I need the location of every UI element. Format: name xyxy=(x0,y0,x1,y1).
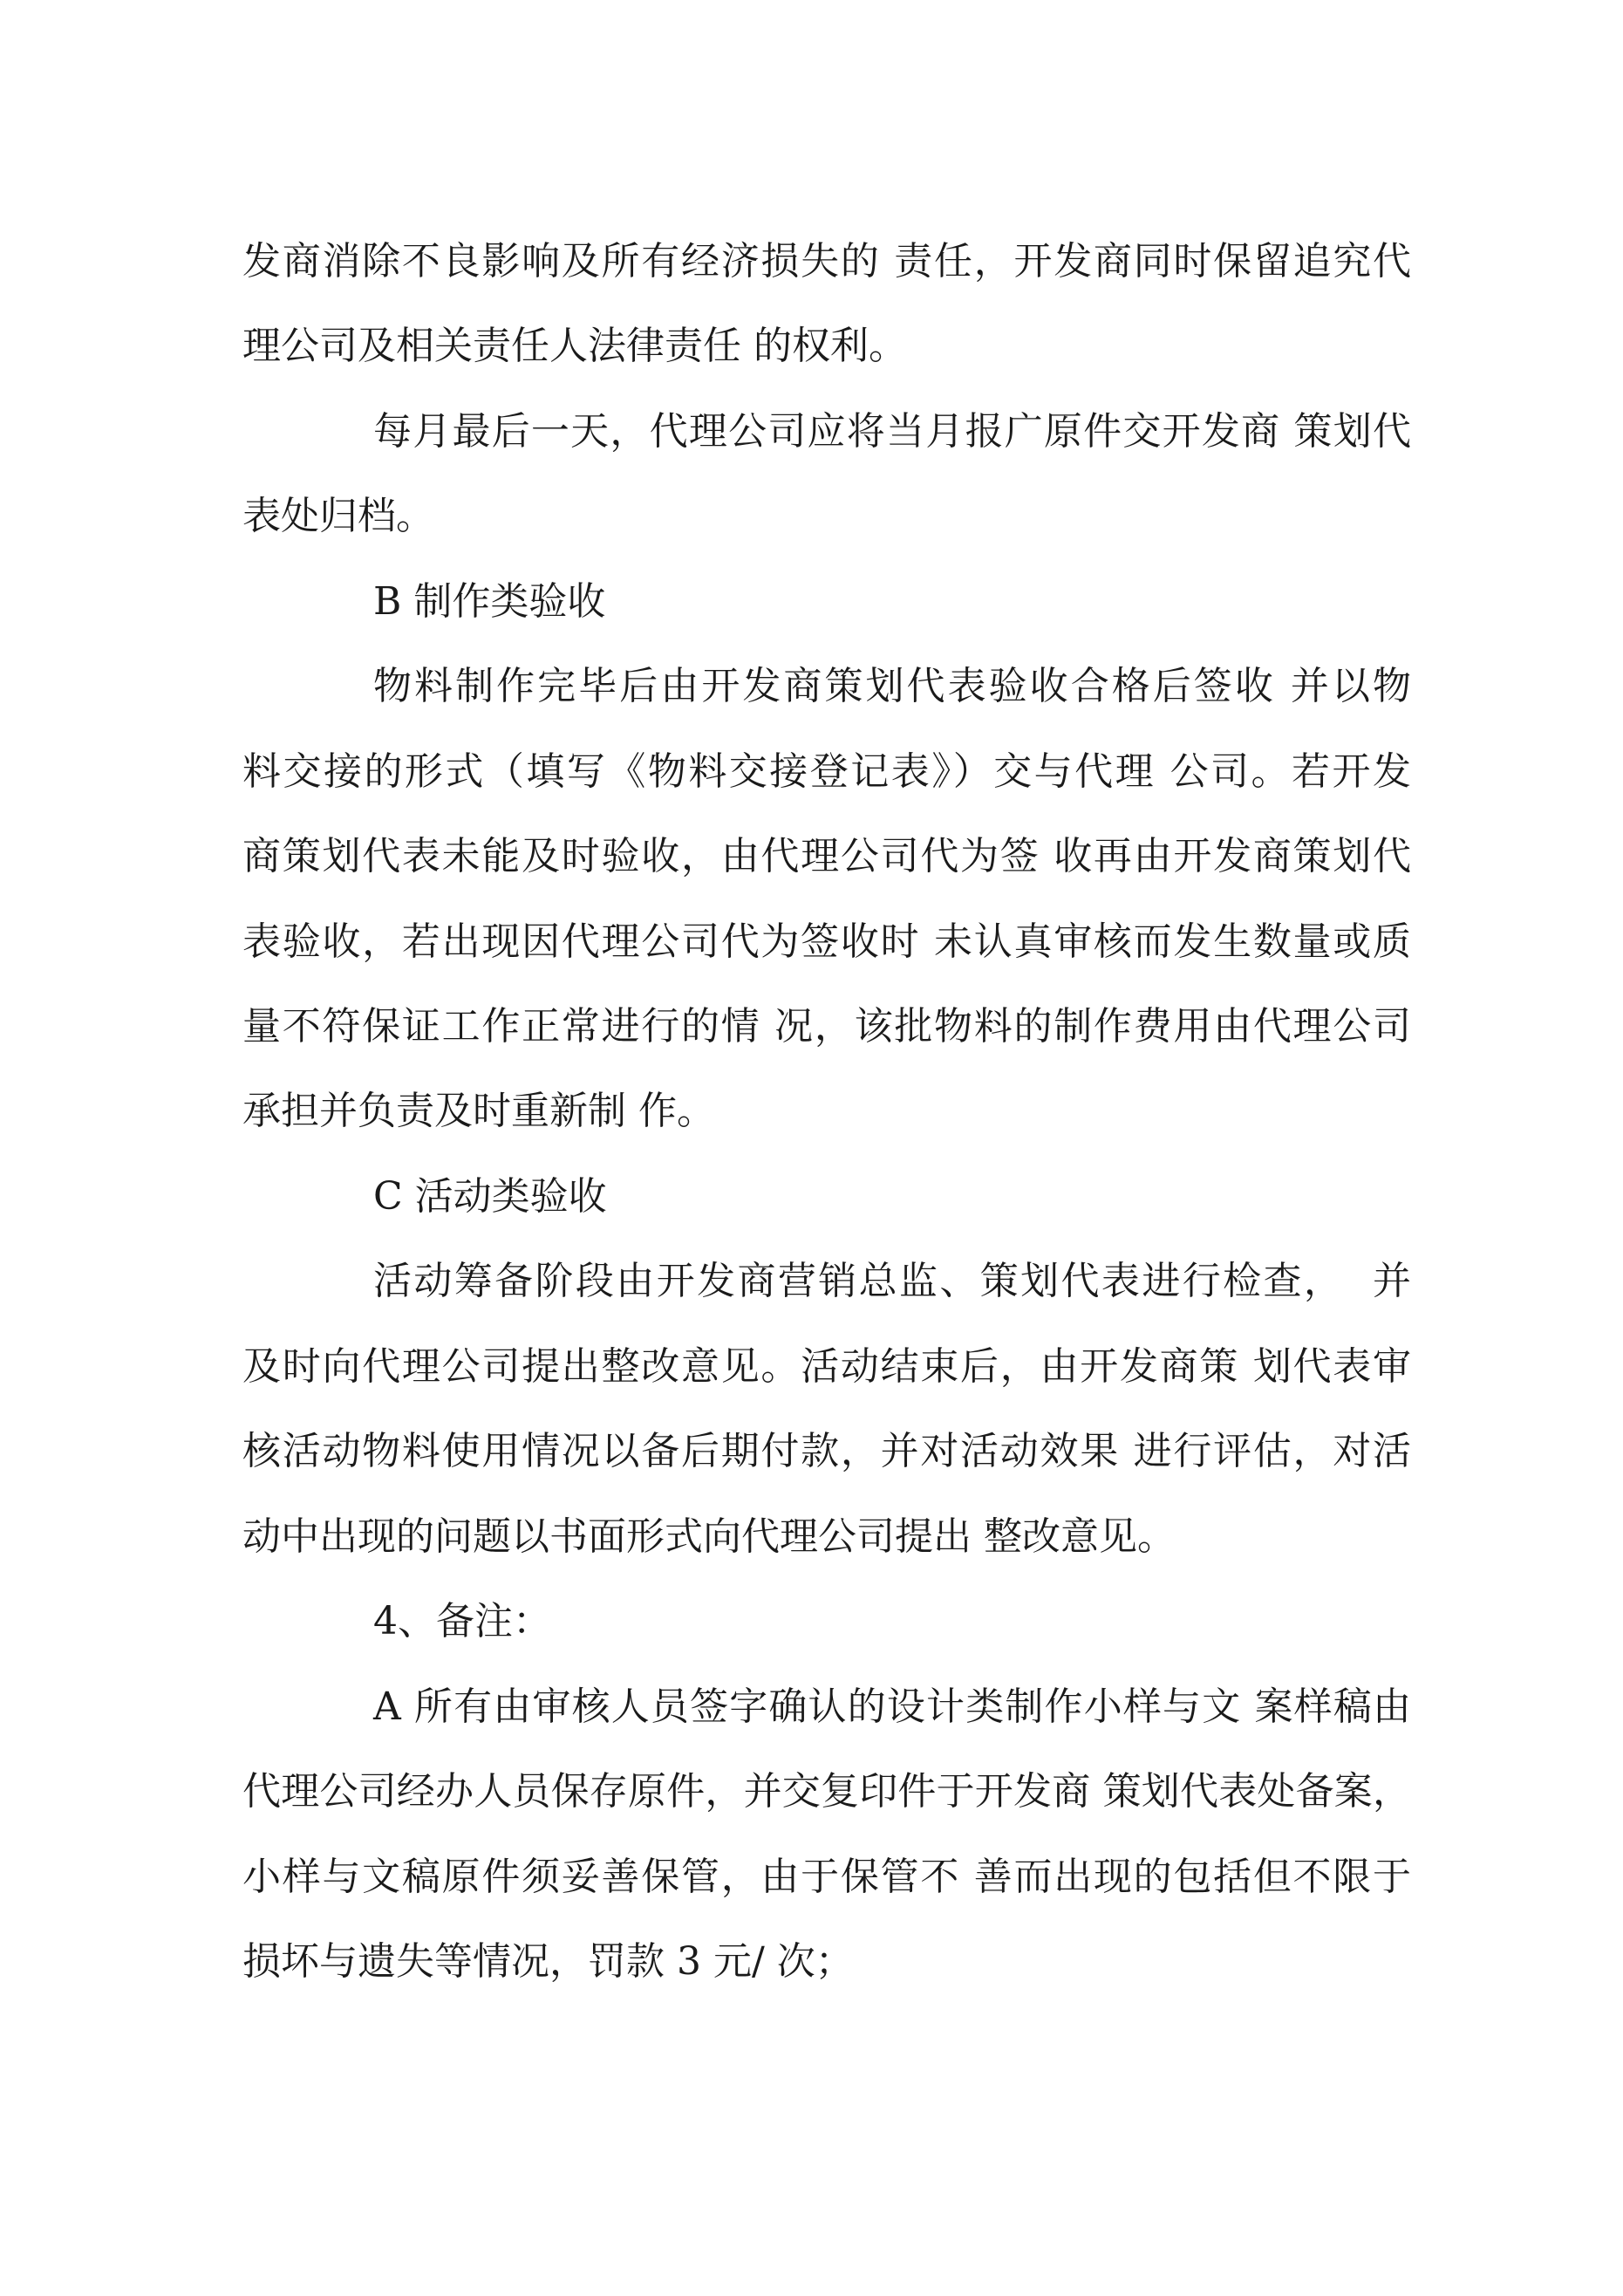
paragraph-8-line-1: A 所有由审核人员签字确认的设计类制作小样与文 案样稿由 xyxy=(373,1684,1411,1729)
paragraph-4-line-5: 量不符保证工作正常进行的情 况，该批物料的制作费用由代理公司 xyxy=(242,1004,1411,1049)
paragraph-4-line-4: 表验收，若出现因代理公司代为签收时 未认真审核而发生数量或质 xyxy=(242,919,1411,964)
paragraph-8-line-3: 小样与文稿原件须妥善保管，由于保管不 善而出现的包括但不限于 xyxy=(242,1855,1411,1899)
paragraph-2-line-1: 每月最后一天，代理公司应将当月报广原件交开发商 策划代 xyxy=(373,409,1411,454)
paragraph-4-line-2: 料交接的形式（填写《物料交接登记表》）交与代理 公司。若开发 xyxy=(242,749,1411,794)
section-heading-b: B 制作类验收 xyxy=(373,579,606,624)
paragraph-8-line-4: 损坏与遗失等情况，罚款 3 元/ 次； xyxy=(242,1939,854,1984)
section-heading-notes: 4、备注： xyxy=(373,1599,551,1643)
paragraph-2-line-2: 表处归档。 xyxy=(242,494,434,538)
paragraph-4-line-6: 承担并负责及时重新制 作。 xyxy=(242,1089,715,1133)
paragraph-6-line-3: 核活动物料使用情况以备后期付款，并对活动效果 进行评估，对活 xyxy=(242,1429,1411,1473)
paragraph-6-line-2: 及时向代理公司提出整改意见。活动结束后，由开发商策 划代表审 xyxy=(242,1344,1411,1389)
paragraph-6-line-4: 动中出现的问题以书面形式向代理公司提出 整改意见。 xyxy=(242,1514,1176,1559)
paragraph-4-line-1: 物料制作完毕后由开发商策划代表验收合格后签收 并以物 xyxy=(373,664,1411,708)
paragraph-6-line-1: 活动筹备阶段由开发商营销总监、策划代表进行检查， 并 xyxy=(373,1259,1411,1303)
paragraph-1-line-2: 理公司及相关责任人法律责任 的权利。 xyxy=(242,324,907,368)
paragraph-8-line-2: 代理公司经办人员保存原件，并交复印件于开发商 策划代表处备案， xyxy=(242,1769,1411,1814)
paragraph-4-line-3: 商策划代表未能及时验收，由代理公司代为签 收再由开发商策划代 xyxy=(242,834,1411,878)
section-heading-c: C 活动类验收 xyxy=(373,1174,607,1219)
paragraph-1-line-1: 发商消除不良影响及所有经济损失的 责任，开发商同时保留追究代 xyxy=(242,239,1411,284)
